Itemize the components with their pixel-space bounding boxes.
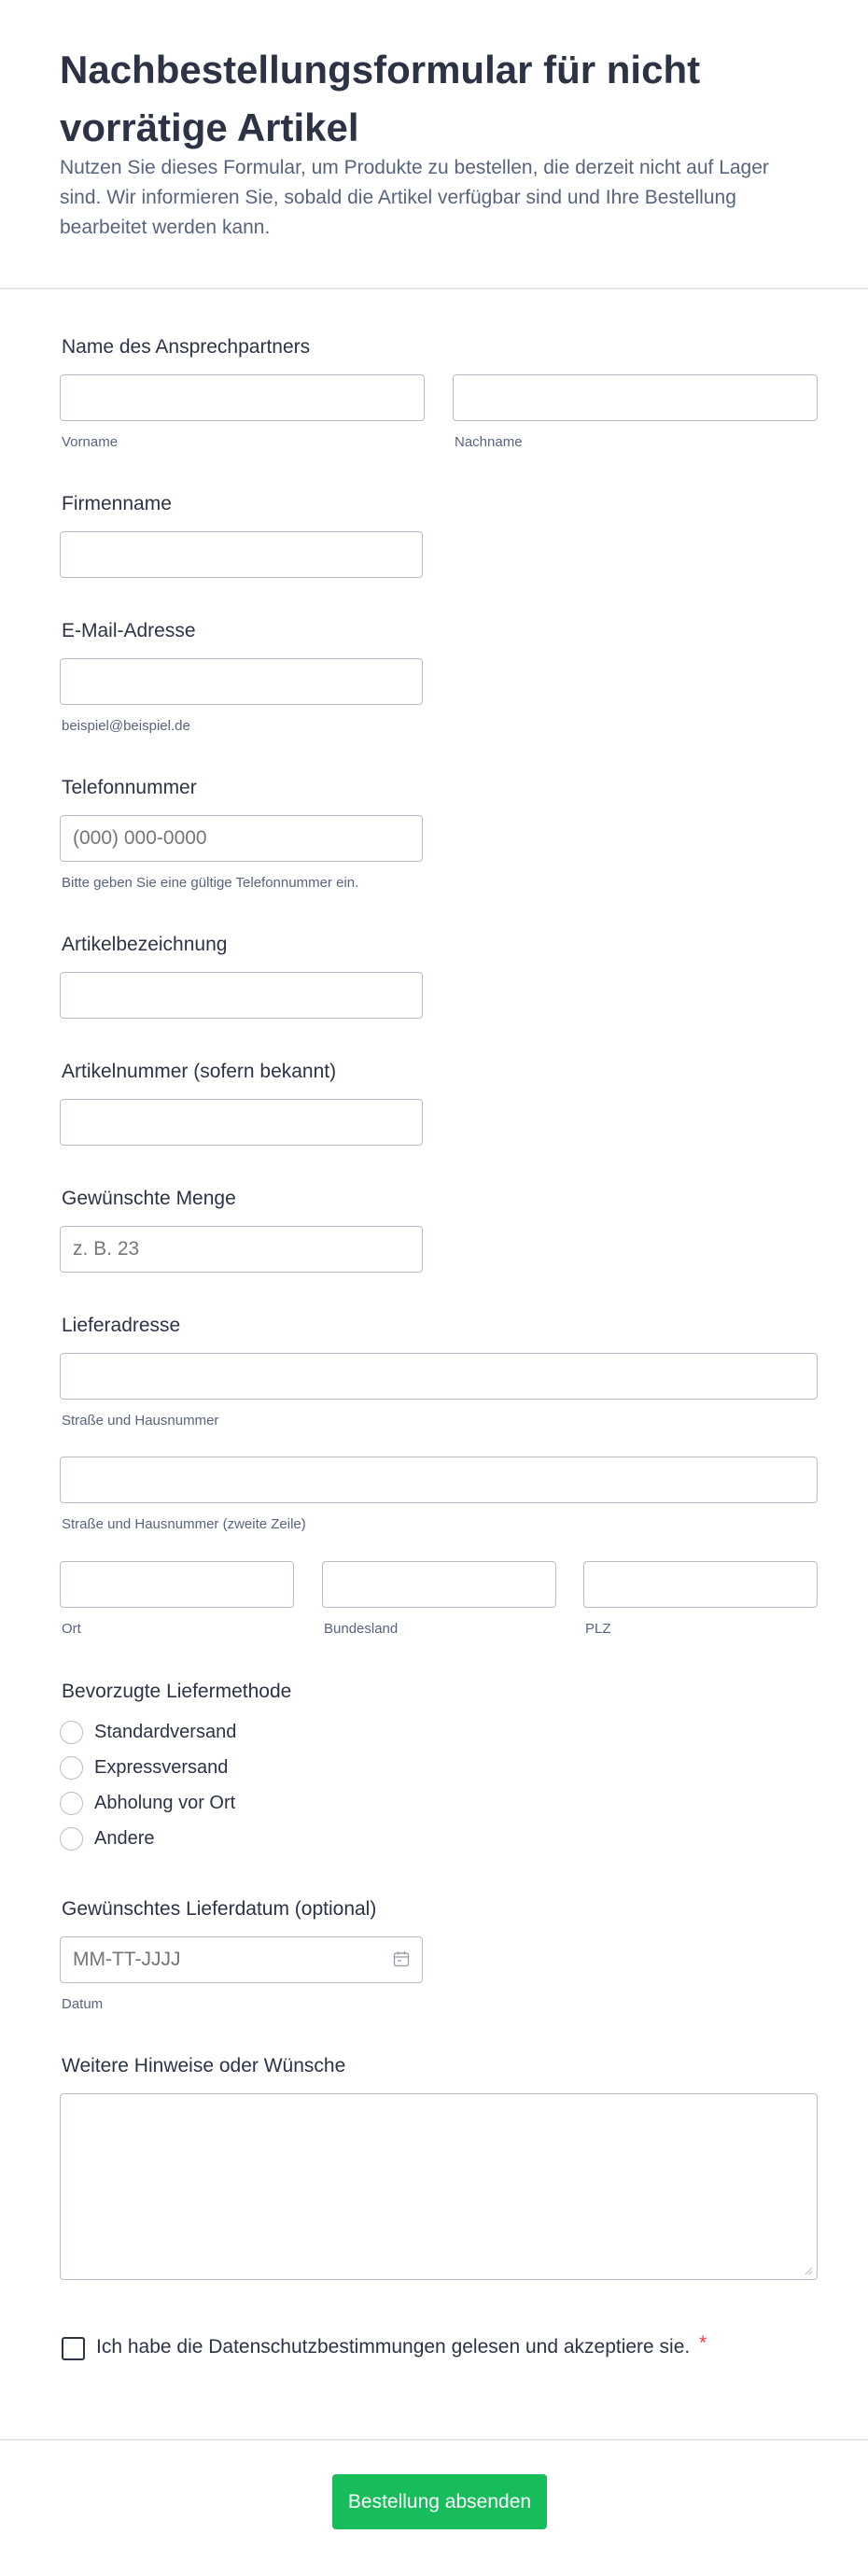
first-name-input[interactable] bbox=[60, 374, 425, 421]
email-input[interactable] bbox=[60, 658, 423, 705]
radio-label: Andere bbox=[94, 1827, 155, 1849]
zip-input[interactable] bbox=[583, 1561, 818, 1608]
radio-label: Abholung vor Ort bbox=[94, 1792, 236, 1813]
page-title: Nachbestellungsformular für nicht vorrätige Artikel bbox=[60, 48, 701, 149]
city-input[interactable] bbox=[60, 1561, 294, 1608]
submit-button[interactable]: Bestellung absenden bbox=[332, 2474, 547, 2529]
radio-label: Expressversand bbox=[94, 1756, 229, 1778]
address-label: Lieferadresse bbox=[62, 1315, 181, 1336]
page-subtitle: Nutzen Sie dieses Formular, um Produkte zu bestellen, die derzeit nicht auf Lager sind. Wir informieren Sie, sobald die Artikel verfügbar sind und Ihre Bestellung bearbeitet werden kann. bbox=[60, 157, 769, 238]
radio-label: Standardversand bbox=[94, 1721, 237, 1742]
privacy-label: Ich habe die Datenschutzbestimmungen gelesen und akzeptiere sie. bbox=[96, 2336, 691, 2358]
city-sublabel: Ort bbox=[62, 1621, 81, 1637]
phone-label: Telefonnummer bbox=[62, 777, 197, 798]
email-label: E-Mail-Adresse bbox=[62, 620, 196, 641]
item-number-input[interactable] bbox=[60, 1099, 423, 1146]
company-input[interactable] bbox=[60, 531, 423, 578]
email-sublabel: beispiel@beispiel.de bbox=[62, 718, 190, 734]
resize-grip-icon[interactable] bbox=[804, 2266, 813, 2275]
item-name-input[interactable] bbox=[60, 972, 423, 1019]
quantity-label: Gewünschte Menge bbox=[62, 1188, 236, 1209]
last-name-input[interactable] bbox=[453, 374, 818, 421]
notes-label: Weitere Hinweise oder Wünsche bbox=[62, 2055, 346, 2076]
street2-input[interactable] bbox=[60, 1457, 818, 1503]
radio-option-standard[interactable] bbox=[60, 1718, 236, 1746]
privacy-checkbox[interactable] bbox=[62, 2337, 85, 2360]
radio-option-express[interactable] bbox=[60, 1753, 228, 1781]
footer-divider bbox=[0, 2439, 868, 2441]
radio-button[interactable] bbox=[60, 1721, 83, 1744]
delivery-date-label: Gewünschtes Lieferdatum (optional) bbox=[62, 1898, 377, 1920]
calendar-icon[interactable] bbox=[393, 1950, 410, 1967]
company-label: Firmenname bbox=[62, 493, 172, 514]
phone-sublabel: Bitte geben Sie eine gültige Telefonnummer ein. bbox=[62, 875, 359, 891]
date-input[interactable] bbox=[60, 1936, 423, 1983]
item-name-label: Artikelbezeichnung bbox=[62, 934, 228, 955]
radio-button[interactable] bbox=[60, 1827, 83, 1851]
date-sublabel: Datum bbox=[62, 1996, 104, 2012]
state-input[interactable] bbox=[322, 1561, 556, 1608]
contact-name-label: Name des Ansprechpartners bbox=[62, 336, 311, 358]
radio-button[interactable] bbox=[60, 1792, 83, 1815]
notes-textarea[interactable] bbox=[60, 2093, 818, 2280]
radio-button[interactable] bbox=[60, 1756, 83, 1780]
first-name-sublabel: Vorname bbox=[62, 434, 119, 450]
quantity-input[interactable] bbox=[60, 1226, 423, 1273]
delivery-method-label: Bevorzugte Liefermethode bbox=[62, 1681, 292, 1702]
radio-option-other[interactable] bbox=[60, 1824, 155, 1852]
required-marker: * bbox=[699, 2332, 707, 2354]
street-input[interactable] bbox=[60, 1353, 818, 1400]
zip-sublabel: PLZ bbox=[585, 1621, 611, 1637]
phone-input[interactable] bbox=[60, 815, 423, 862]
street-sublabel: Straße und Hausnummer bbox=[62, 1413, 219, 1429]
state-sublabel: Bundesland bbox=[324, 1621, 399, 1637]
radio-option-pickup[interactable] bbox=[60, 1789, 235, 1817]
item-number-label: Artikelnummer (sofern bekannt) bbox=[62, 1061, 337, 1082]
last-name-sublabel: Nachname bbox=[455, 434, 523, 450]
street2-sublabel: Straße und Hausnummer (zweite Zeile) bbox=[62, 1516, 306, 1532]
form-header bbox=[0, 0, 868, 289]
